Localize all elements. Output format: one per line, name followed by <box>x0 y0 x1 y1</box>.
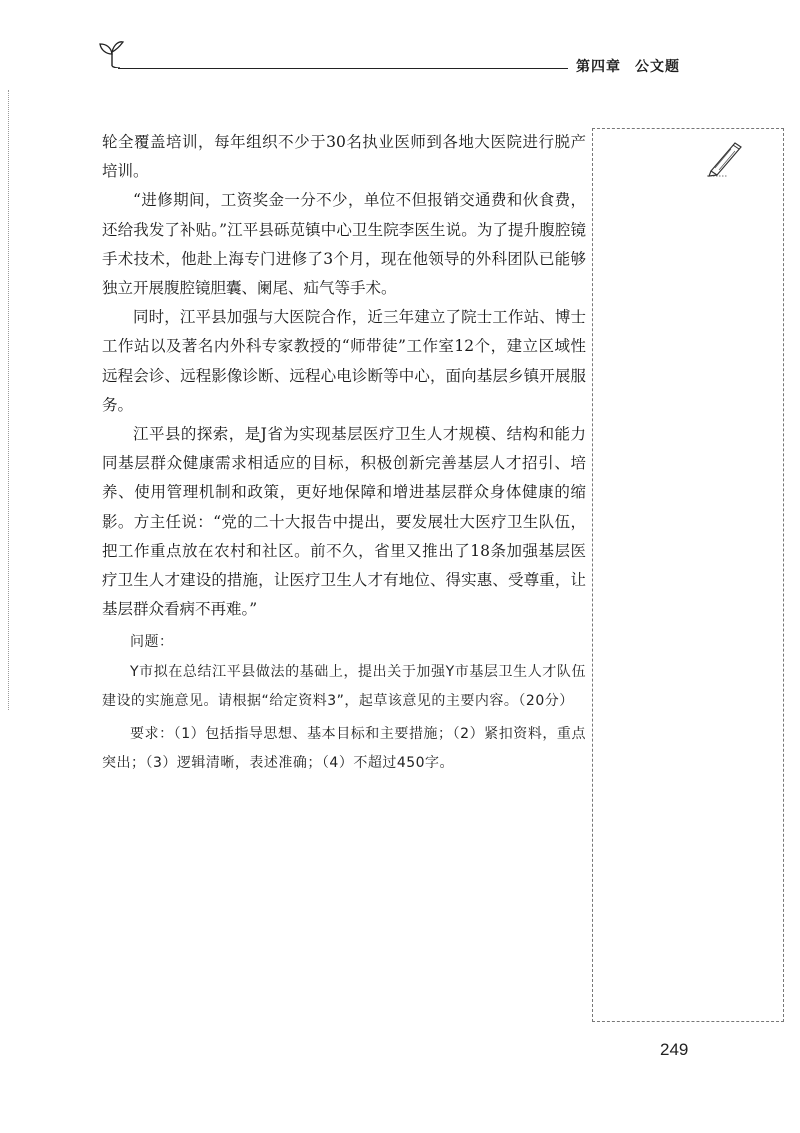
question-prompt: Y市拟在总结江平县做法的基础上，提出关于加强Y市基层卫生人才队伍建设的实施意见。请根据“给定资料3”，起草该意见的主要内容。（20分） <box>102 663 586 709</box>
chapter-label: 第四章 <box>576 59 621 75</box>
binding-margin-dots <box>8 90 9 710</box>
pencil-icon <box>705 135 745 177</box>
section-label: 公文题 <box>635 59 680 75</box>
main-text <box>102 128 586 778</box>
question-label: 问题： <box>130 634 174 651</box>
paragraph-2: “进修期间，工资奖金一分不少，单位不但报销交通费和伙食费，还给我发了补贴。”江平县砾苋镇中心卫生院李医生说。为了提升腹腔镜手术技术，他赴上海专门进修了3个月，现在他领导的外科团队已能够独立开展腹腔镜胆囊、阑尾、疝气等手术。 <box>102 191 586 298</box>
paragraph-4: 江平县的探索，是J省为实现基层医疗卫生人才规模、结构和能力同基层群众健康需求相适应的目标，积极创新完善基层人才招引、培养、使用管理机制和政策，更好地保障和增进基层群众身体健康的缩影。方主任说：“党的二十大报告中提出，要发展壮大医疗卫生队伍，把工作重点放在农村和社区。前不久，省里又推出了18条加强基层医疗卫生人才建设的措施，让医疗卫生人才有地位、得实惠、受尊重，让基层群众看病不再难。” <box>102 425 586 619</box>
paragraph-3: 同时，江平县加强与大医院合作，近三年建立了院士工作站、博士工作站以及著名内外科专家教授的“师带徒”工作室12个，建立区域性远程会诊、远程影像诊断、远程心电诊断等中心，面向基层乡镇开展服务。 <box>102 308 586 414</box>
paragraph-1: 轮全覆盖培训，每年组织不少于30名执业医师到各地大医院进行脱产培训。 <box>102 133 586 181</box>
question-section <box>102 628 586 778</box>
sprout-icon <box>96 38 128 68</box>
question-requirements: 要求：（1）包括指导思想、基本目标和主要措施；（2）紧扣资料，重点突出；（3）逻辑清晰，表述准确；（4）不超过450字。 <box>102 726 586 772</box>
margin-note-box <box>592 128 784 1022</box>
running-header <box>0 0 800 80</box>
chapter-title <box>576 56 680 76</box>
header-rule <box>118 68 568 69</box>
page-number: 249 <box>660 1040 689 1059</box>
